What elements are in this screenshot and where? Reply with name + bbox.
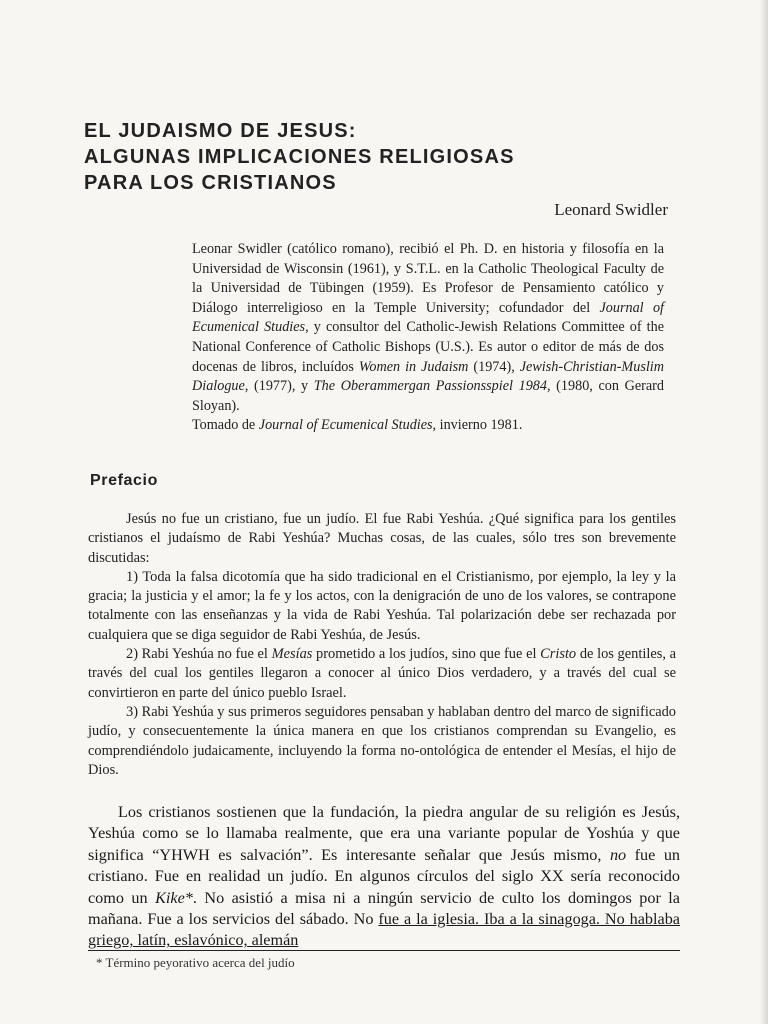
source-journal: Journal of Ecumenical Studies (258, 417, 433, 434)
bio-text-3: (1974), (468, 358, 520, 375)
item2-text-a: 2) Rabi Yeshúa no fue el (126, 646, 272, 663)
main-text (88, 802, 680, 952)
bio-text-4: , (1977), y (244, 378, 314, 395)
main-text-a: Los cristianos sostienen que la fundación, la piedra angular de su religión es Jesús, Yeshúa como se lo llamaba realmente, que era una variante popular de Yoshúa y que significa “YHWH es salvación”. Es interesante señalar que Jesús mismo, (88, 803, 680, 864)
preface-item-1: 1) Toda la falsa dicotomía que ha sido tradicional en el Cristianismo, por ejemplo, la ley y la gracia; la justicia y el amor; la fe y los actos, con la denigración de uno de los valores, se contrapone totalmente con las enseñanzas y la vida de Rabi Yeshúa. Tal polarización debe ser rechazada por cualquiera que se diga seguidor de Rabi Yeshúa, de Jesús. (88, 568, 676, 643)
main-underlined-text: fue a la iglesia. Iba a la sinagoga. No hablaba griego, latín, eslavónico, alemán (88, 910, 680, 950)
author-bio (192, 240, 664, 436)
preface-item-3: 3) Rabi Yeshúa y sus primeros seguidores pensaban y hablaban dentro del marco de significado judío, y consecuentemente la única manera en que los cristianos comprendan su Evangelio, es comprendiéndolo judaicamente, incluyendo la forma no-ontológica de entender el Mesías, el hijo de Dios. (88, 703, 676, 778)
title-line-1: EL JUDAISMO DE JESUS: (84, 120, 357, 142)
item2-text-c: de los gentiles, a través del cual los gentiles llegaron a conocer al único Dios verdadero, y a través del cual se convirtieron en parte del único pueblo Israel. (88, 646, 676, 701)
bio-book-2: Jewish-Christian-Muslim Dialogue (192, 358, 664, 395)
title-line-3: PARA LOS CRISTIANOS (84, 172, 337, 194)
item2-text-b: prometido a los judíos, sino que fue el (312, 646, 541, 663)
title-line-2: ALGUNAS IMPLICACIONES RELIGIOSAS (84, 146, 515, 168)
source-suffix: , invierno 1981. (432, 417, 523, 434)
author-name: Leonard Swidler (554, 200, 668, 219)
bio-text-5: , (1980, con Gerard Sloyan). (192, 378, 665, 414)
section-heading: Prefacio (90, 472, 158, 489)
main-emphasis-no: no (609, 845, 627, 864)
footnote: * Término peyorativo acerca del judío (96, 955, 295, 970)
bio-book-1: Women in Judaism (358, 358, 469, 375)
article-title (84, 118, 644, 196)
item2-cristo: Cristo (540, 646, 577, 663)
bio-journal-title: Journal of Ecumenical Studies (192, 299, 664, 336)
bio-book-3: The Oberammergan Passionsspiel 1984 (313, 378, 547, 395)
page-edge-shadow (760, 0, 768, 1024)
main-text-b: fue un cristiano. Fue en realidad un judío. En algunos círculos del siglo XX sería reconocido como un (88, 845, 681, 907)
source-prefix: Tomado de (192, 417, 259, 434)
preface-body (88, 510, 676, 780)
main-kike-term: Kike* (155, 888, 193, 907)
item2-mesias: Mesías (271, 646, 313, 663)
footnote-divider (88, 950, 680, 951)
bio-text-2: , y consultor del Catholic-Jewish Relations Committee of the National Conference of Catholic Bishops (U.S.). Es autor o editor de más de dos docenas de libros, incluídos (192, 319, 665, 375)
bio-source (192, 416, 664, 436)
preface-item-2 (88, 645, 676, 703)
preface-intro: Jesús no fue un cristiano, fue un judío. El fue Rabi Yeshúa. ¿Qué significa para los gentiles cristianos el judaísmo de Rabi Yeshúa? Muchas cosas, de las cuales, sólo tres son brevemente discutidas: (88, 511, 676, 566)
main-paragraph (88, 802, 680, 952)
bio-text-1: Leonar Swidler (católico romano), recibió el Ph. D. en historia y filosofía en la Universidad de Wisconsin (1961), y S.T.L. en la Catholic Theological Faculty de la Universidad de Tübingen (1959). Es Profesor de Pensamiento católico y Diálogo interreligioso en la Temple University; cofundador del (192, 241, 664, 316)
main-text-c: . No asistió a misa ni a ningún servicio de culto los domingos por la mañana. Fue a los servicios del sábado. No (88, 888, 680, 929)
